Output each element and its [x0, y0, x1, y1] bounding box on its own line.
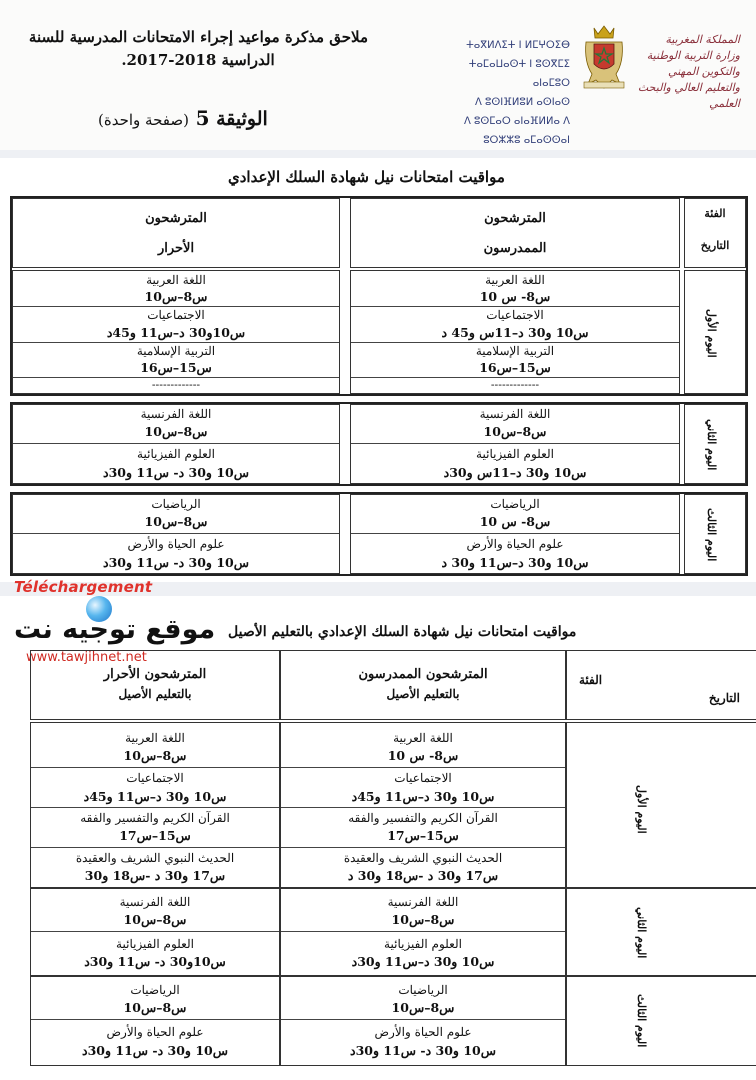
- watermark-url: www.tawjihnet.net: [26, 650, 147, 665]
- memo-title-line2: الدراسية 2018-2017.: [121, 51, 275, 70]
- ministry-line: والتعليم العالي والبحث العلمي: [637, 80, 740, 110]
- time-label: س8–س10: [144, 289, 208, 304]
- time-label: س10 و30 د–11س و45 د: [441, 325, 589, 340]
- subject-label: اللغة الفرنسية: [479, 407, 551, 421]
- tifinagh-line: ⴷ ⵓⵙⵎⴰⵔ ⴰⵏⴰⴼⵍⵍⴰ ⴷ ⵓⵔⵣⵣⵓ ⴰⵎⴰⵙⵙⴰⵏ: [463, 116, 570, 146]
- time-label: س10و30 د- س11 و30د: [84, 954, 226, 969]
- time-label: س8–س10: [123, 1000, 187, 1015]
- subject-label: القرآن الكريم والتفسير والفقه: [348, 811, 498, 825]
- row-divider: [13, 342, 339, 343]
- subject-label: الرياضيات: [490, 497, 540, 511]
- free-orig-day3-cell: [30, 976, 280, 1066]
- row-divider: [351, 342, 679, 343]
- subject-label: العلوم الفيزيائية: [384, 937, 462, 951]
- time-label: س8–س10: [144, 514, 208, 529]
- row-divider: [281, 931, 565, 932]
- time-label: س8- س 10: [479, 514, 551, 529]
- free-day3-cell: [12, 494, 340, 574]
- subject-label: الاجتماعيات: [486, 308, 544, 322]
- doc-label-word: الوثيقة: [216, 108, 268, 130]
- subject-label: اللغة الفرنسية: [387, 895, 459, 909]
- subject-label: الحديث النبوي الشريف والعقيدة: [343, 851, 503, 865]
- row-divider: [13, 443, 339, 444]
- schooled-orig-header-cell: [280, 650, 566, 720]
- day2-cell: [684, 404, 746, 484]
- schooled-orig-header-line1: المترشحون الممدرسون: [358, 667, 488, 682]
- doc-number: 5: [195, 106, 210, 130]
- tifinagh-line: ⴷ ⵓⵙⵏⴼⵍⵓⵍ ⴰⵙⵏⴰⵙ: [474, 97, 570, 108]
- subject-label: العلوم الفيزيائية: [137, 447, 215, 461]
- schooled-header-cell: [350, 198, 680, 268]
- day-label: اليوم الثالث: [705, 508, 718, 562]
- schooled-orig-day1-cell: [280, 722, 566, 888]
- subject-label: القرآن الكريم والتفسير والفقه: [80, 811, 230, 825]
- schooled-day1-cell: [350, 270, 680, 394]
- free-orig-day2-cell: [30, 888, 280, 976]
- free-orig-day1-cell: [30, 722, 280, 888]
- subject-label: الاجتماعيات: [394, 771, 452, 785]
- schooled-day3-cell: [350, 494, 680, 574]
- time-label: س8–س10: [144, 424, 208, 439]
- subject-label: علوم الحياة والأرض: [127, 537, 225, 551]
- category-label: الفئة: [579, 673, 603, 687]
- subject-label: التربية الإسلامية: [475, 344, 555, 358]
- row-divider: [351, 533, 679, 534]
- day-label: اليوم الثاني: [705, 419, 718, 471]
- ministry-line: والتكوين المهني: [667, 64, 740, 78]
- row-divider: [31, 847, 279, 848]
- tifinagh-line: ⵜⴰⴳⵍⴷⵉⵜ ⵏ ⵍⵎⵖⵔⵉⴱ: [466, 40, 570, 51]
- time-label: س8–س10: [123, 748, 187, 763]
- watermark-download-text: Téléchargement: [14, 578, 153, 596]
- time-label: س17 و30 د -س18 و30 د: [347, 868, 499, 883]
- time-label: س8–س10: [391, 1000, 455, 1015]
- time-label: س10 و30 د–س11 و30 د: [441, 555, 589, 570]
- subject-label: الاجتماعيات: [126, 771, 184, 785]
- row-divider: [281, 807, 565, 808]
- subject-label: التربية الإسلامية: [136, 344, 216, 358]
- time-label: س10 و30 د- س11 و30د: [82, 1043, 228, 1058]
- schooled-orig-header-line2: بالتعليم الأصيل: [386, 687, 460, 701]
- row-divider: [31, 931, 279, 932]
- subject-label: الرياضيات: [398, 983, 448, 997]
- ministry-name: [616, 32, 740, 112]
- document-number-label: [98, 106, 268, 130]
- dash-filler: -------------: [151, 378, 201, 391]
- row-divider: [351, 443, 679, 444]
- subject-label: الرياضيات: [151, 497, 201, 511]
- subject-label: اللغة العربية: [485, 273, 545, 287]
- tifinagh-ministry-name: [440, 36, 570, 150]
- time-label: س8- س 10: [479, 289, 551, 304]
- free-header-line1: المترشحون: [145, 211, 207, 226]
- time-label: س8–س10: [483, 424, 547, 439]
- time-label: س15–س16: [140, 360, 212, 375]
- orig-day2-cell: [566, 888, 756, 976]
- subject-label: علوم الحياة والأرض: [466, 537, 564, 551]
- document-header: [0, 0, 756, 150]
- schooled-orig-day2-cell: [280, 888, 566, 976]
- ministry-line: المملكة المغربية: [665, 33, 740, 46]
- separator-band: [0, 150, 756, 158]
- time-label: س10 و30 د–11س و30د: [443, 465, 587, 480]
- free-orig-header-line2: بالتعليم الأصيل: [118, 687, 192, 701]
- time-label: س8- س 10: [387, 748, 459, 763]
- row-divider: [281, 767, 565, 768]
- time-label: س10 و30 د–س11 و30د: [351, 954, 495, 969]
- time-label: س15–س17: [387, 828, 459, 843]
- free-day1-cell: [12, 270, 340, 394]
- row-divider: [13, 306, 339, 307]
- schooled-header-line1: المترشحون: [484, 211, 546, 226]
- day-label: اليوم الثالث: [635, 994, 648, 1048]
- subject-label: الحديث النبوي الشريف والعقيدة: [75, 851, 235, 865]
- category-label: الفئة: [704, 207, 726, 220]
- subject-label: اللغة العربية: [125, 731, 185, 745]
- free-day2-cell: [12, 404, 340, 484]
- subject-label: العلوم الفيزيائية: [116, 937, 194, 951]
- day-label: اليوم الأول: [705, 308, 718, 358]
- date-label: التاريخ: [708, 691, 740, 705]
- row-divider: [31, 807, 279, 808]
- section1-block1: [10, 196, 748, 396]
- day3-cell: [684, 494, 746, 574]
- section1-block3: [10, 492, 748, 576]
- schooled-orig-day3-cell: [280, 976, 566, 1066]
- day-label: اليوم الأول: [635, 784, 648, 834]
- subject-label: علوم الحياة والأرض: [374, 1025, 472, 1039]
- category-header-cell: [684, 198, 746, 268]
- memo-title: [28, 26, 368, 73]
- ministry-line: وزارة التربية الوطنية: [646, 48, 740, 62]
- free-header-line2: الأحرار: [157, 241, 195, 256]
- subject-label: علوم الحياة والأرض: [106, 1025, 204, 1039]
- row-divider: [31, 1019, 279, 1020]
- schooled-header-line2: الممدرسون: [483, 241, 547, 256]
- time-label: س10و30 د–س11 و45د: [106, 325, 246, 340]
- free-header-cell: [12, 198, 340, 268]
- doc-pages: (صفحة واحدة): [98, 111, 189, 129]
- section1-title: مواقيت امتحانات نيل شهادة السلك الإعدادي: [228, 168, 505, 186]
- time-label: س10 و30 د- س11 و30د: [103, 465, 249, 480]
- watermark-site-name: موقع توجيه نت: [14, 614, 216, 645]
- subject-label: اللغة الفرنسية: [140, 407, 212, 421]
- schooled-day2-cell: [350, 404, 680, 484]
- row-divider: [281, 847, 565, 848]
- subject-label: العلوم الفيزيائية: [476, 447, 554, 461]
- free-orig-header-cell: [30, 650, 280, 720]
- free-orig-header-line1: المترشحون الأحرار: [103, 667, 207, 682]
- row-divider: [281, 1019, 565, 1020]
- time-label: س15–س17: [119, 828, 191, 843]
- section2-title: مواقيت امتحانات نيل شهادة السلك الإعدادي بالتعليم الأصيل: [228, 624, 577, 640]
- orig-day3-cell: [566, 976, 756, 1066]
- row-divider: [31, 767, 279, 768]
- subject-label: الرياضيات: [130, 983, 180, 997]
- subject-label: اللغة الفرنسية: [119, 895, 191, 909]
- time-label: س17 و30 د -س18 و30: [84, 868, 226, 883]
- subject-label: اللغة العربية: [146, 273, 206, 287]
- subject-label: اللغة العربية: [393, 731, 453, 745]
- section1-block2: [10, 402, 748, 486]
- tifinagh-line: ⵜⴰⵎⴰⵡⴰⵙⵜ ⵏ ⵓⵙⴳⵎⵉ ⴰⵏⴰⵎⵓⵔ: [468, 59, 570, 89]
- row-divider: [351, 306, 679, 307]
- time-label: س8–س10: [391, 912, 455, 927]
- time-label: س10 و30 د- س11 و30د: [350, 1043, 496, 1058]
- orig-day1-cell: [566, 722, 756, 888]
- time-label: س10 و30 د- س11 و30د: [103, 555, 249, 570]
- subject-label: الاجتماعيات: [147, 308, 205, 322]
- dash-filler: -------------: [490, 378, 540, 391]
- memo-title-line1: ملاحق مذكرة مواعيد إجراء الامتحانات المدرسية للسنة: [28, 28, 368, 46]
- time-label: س10 و30 د–س11 و45د: [83, 789, 227, 804]
- row-divider: [13, 533, 339, 534]
- day-label: اليوم الثاني: [635, 907, 648, 959]
- time-label: س15–س16: [479, 360, 551, 375]
- time-label: س10 و30 د–س11 و45د: [351, 789, 495, 804]
- time-label: س8–س10: [123, 912, 187, 927]
- date-label: التاريخ: [700, 239, 730, 252]
- day1-cell: [684, 270, 746, 394]
- category-orig-header-cell: [566, 650, 756, 720]
